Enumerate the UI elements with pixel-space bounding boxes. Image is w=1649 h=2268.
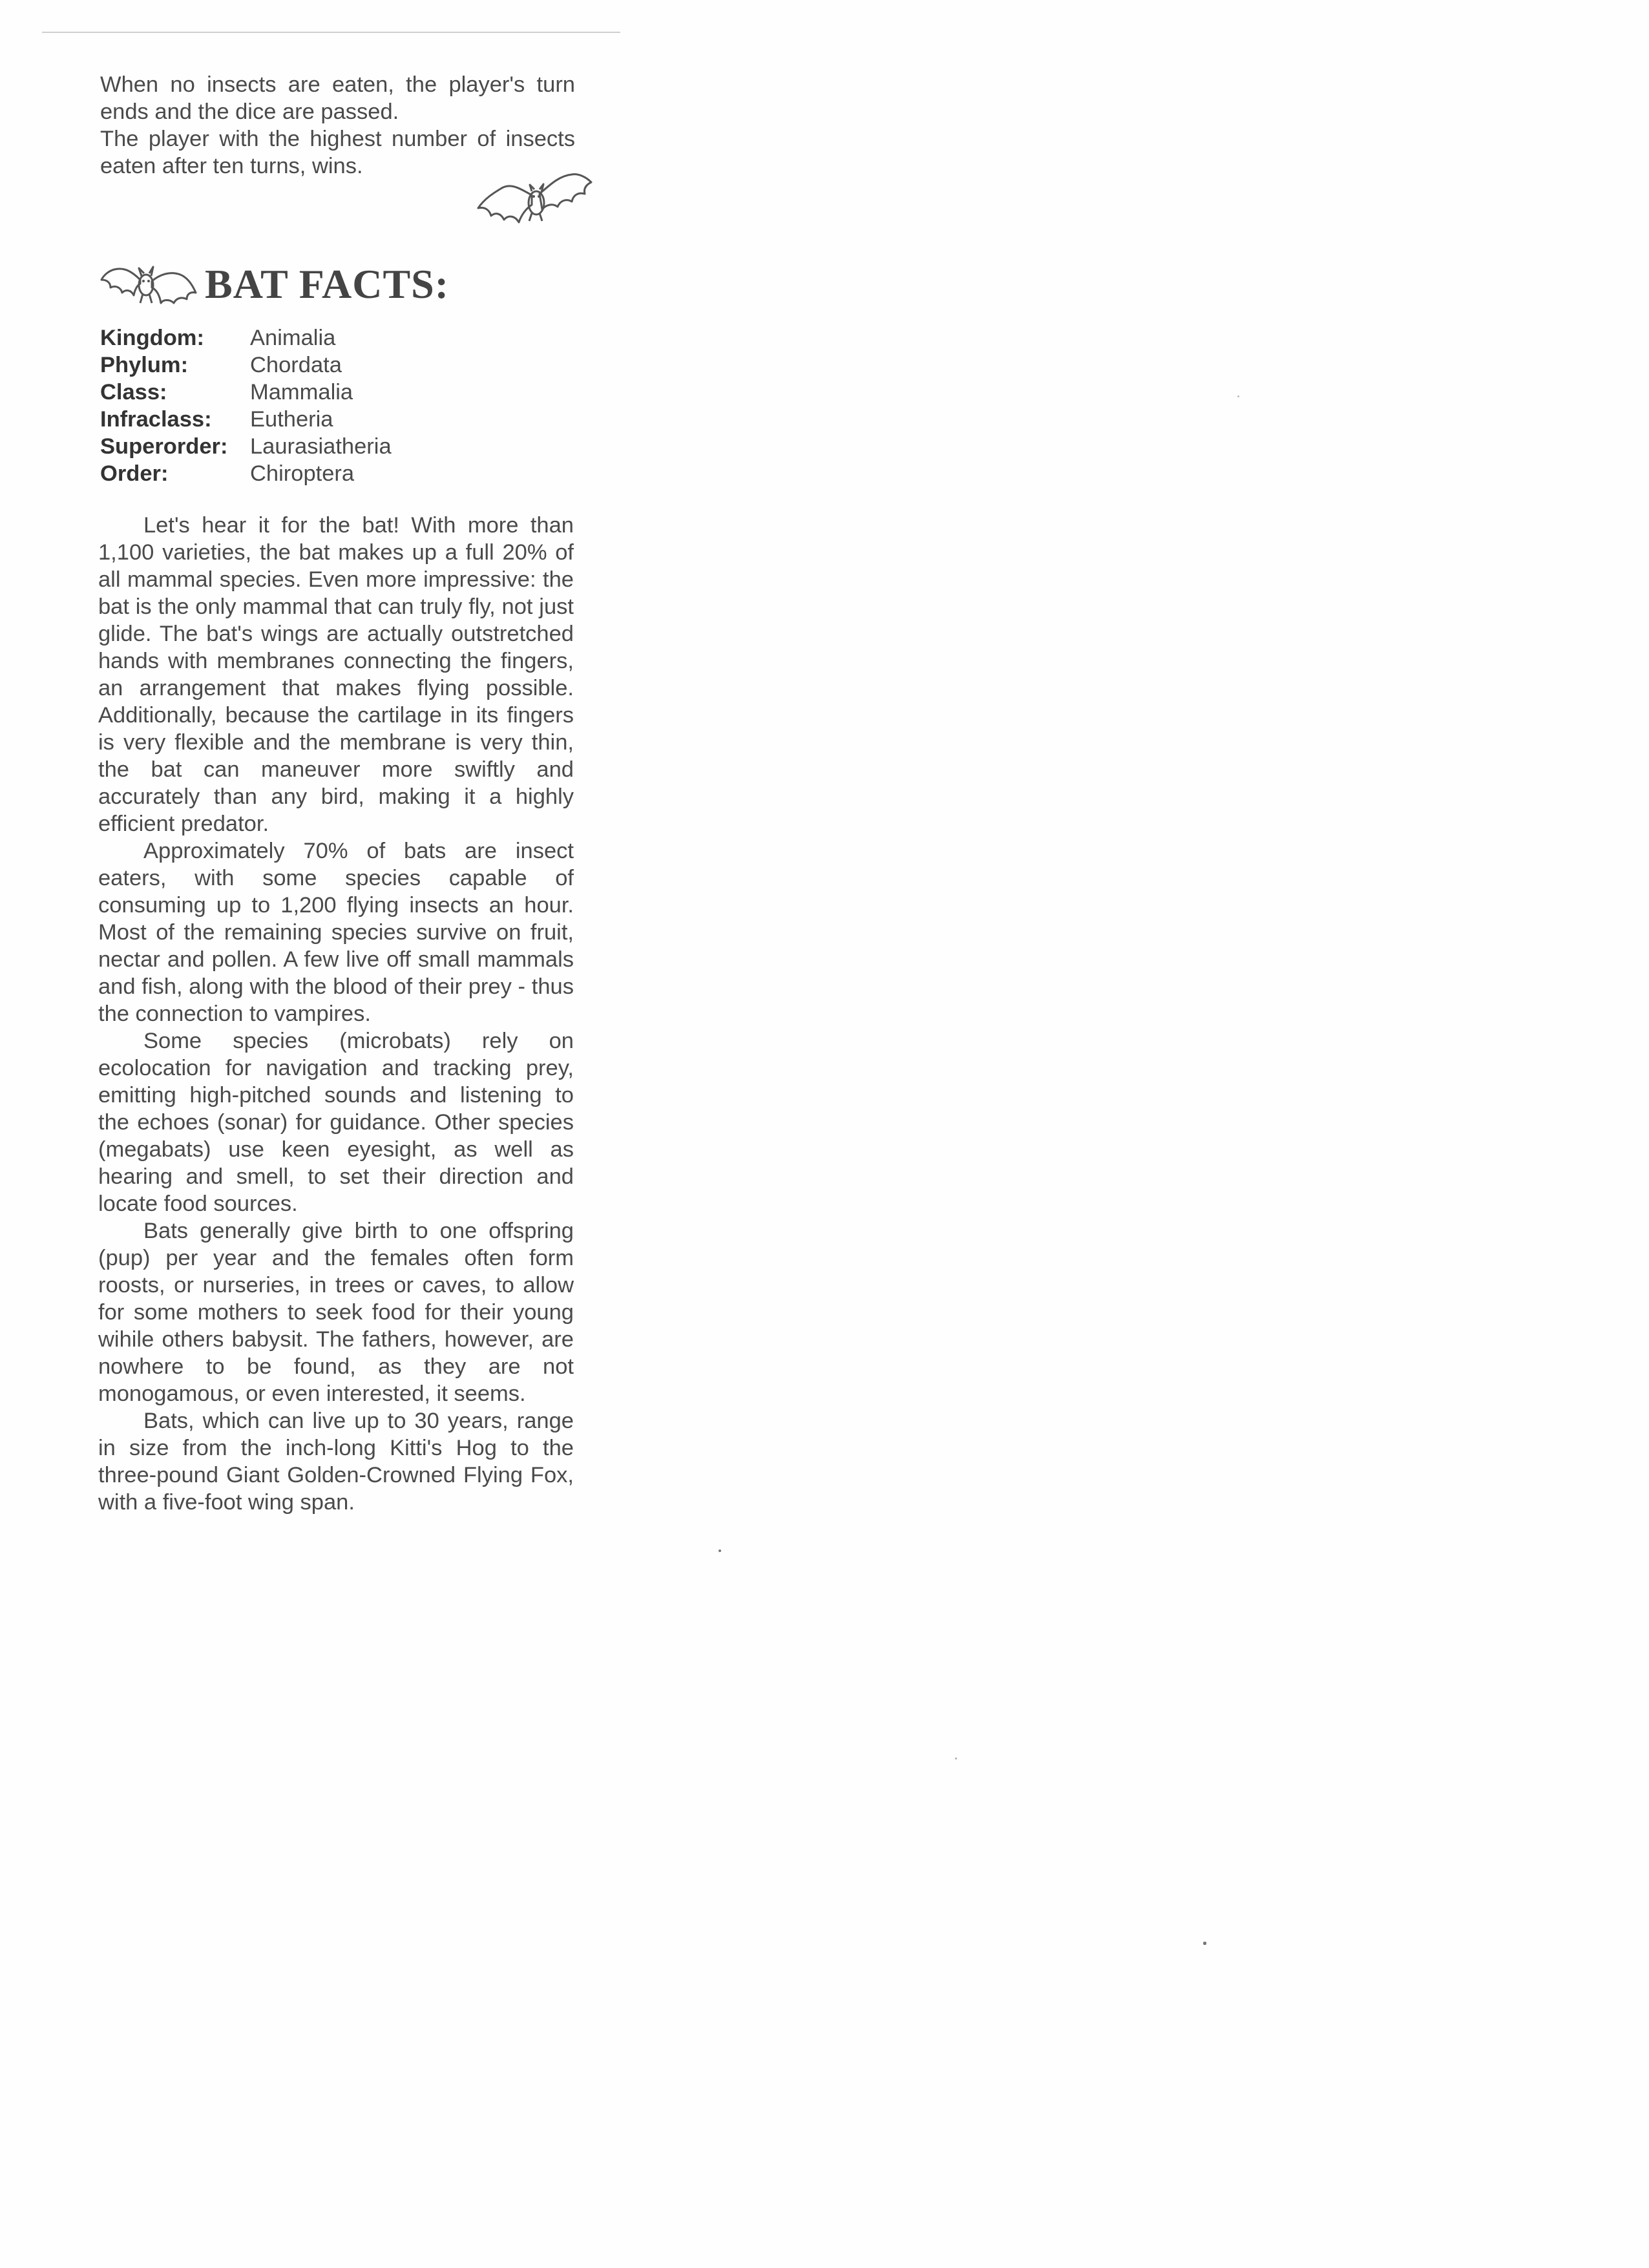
rank-value: Laurasiatheria	[250, 434, 392, 459]
body-paragraph: Bats, which can live up to 30 years, range in size from the inch-long Kitti's Hog to the three-pound Giant Golden-Crowned Flying Fox, with a five-foot wing span.	[98, 1409, 574, 1515]
taxonomy-row	[100, 406, 392, 433]
rank-label: Order:	[100, 461, 169, 486]
scan-speck	[719, 1549, 721, 1552]
taxonomy-row	[100, 352, 392, 379]
rank-label: Kingdom:	[100, 326, 204, 350]
taxonomy-row	[100, 460, 392, 487]
bat-facts-body	[98, 512, 574, 1516]
taxonomy-table	[100, 324, 392, 487]
taxonomy-row	[100, 324, 392, 352]
body-paragraph: Approximately 70% of bats are insect eaters, with some species capable of consuming up to 1,200 flying insects an hour. Most of the remaining species survive on fruit, nectar and pollen. A few live off small mammals and fish, along with the blood of their prey - thus the connection to vampires.	[98, 839, 574, 1026]
intro-paragraph-2: The player with the highest number of insects eaten after ten turns, wins.	[100, 127, 575, 178]
bat-facts-heading	[100, 255, 449, 313]
taxonomy-row	[100, 433, 392, 460]
taxonomy-row	[100, 379, 392, 406]
body-paragraph: Let's hear it for the bat! With more than 1,100 varieties, the bat makes up a full 20% of all mammal species. Even more impressive: the bat is the only mammal that can truly fly, not just glide. The bat's wings are actually outstretched hands with membranes connecting the fingers, an arrangement that makes flying possible. Additionally, because the cartilage in its fingers is very flexible and the membrane is very thin, the bat can maneuver more swiftly and accurately than any bird, making it a highly efficient predator.	[98, 513, 574, 836]
scan-speck	[955, 1758, 957, 1759]
rank-value: Chordata	[250, 353, 342, 377]
body-paragraph: Some species (microbats) rely on ecolocation for navigation and tracking prey, emitting high-pitched sounds and listening to the echoes (sonar) for guidance. Other species (megabats) use keen eyesight, as well as hearing and smell, to set their direction and locate food sources.	[98, 1029, 574, 1216]
intro-text	[100, 71, 575, 180]
rank-value: Mammalia	[250, 380, 353, 404]
bat-icon	[475, 169, 594, 240]
scan-speck	[1203, 1942, 1206, 1945]
rank-value: Chiroptera	[250, 461, 355, 486]
top-rule	[42, 32, 620, 33]
rank-value: Eutheria	[250, 407, 333, 432]
scan-speck	[1237, 395, 1239, 397]
rank-label: Phylum:	[100, 353, 189, 377]
intro-paragraph-1: When no insects are eaten, the player's turn ends and the dice are passed.	[100, 72, 575, 124]
body-paragraph: Bats generally give birth to one offspring (pup) per year and the females often form roosts, or nurseries, in trees or caves, to allow for some mothers to seek food for their young wihile others babysit. The fathers, however, are nowhere to be found, as they are not monogamous, or even interested, it seems.	[98, 1219, 574, 1406]
rank-label: Class:	[100, 380, 167, 404]
bat-icon	[100, 255, 197, 313]
section-title: BAT FACTS:	[205, 261, 450, 307]
rank-label: Superorder:	[100, 434, 228, 459]
rank-value: Animalia	[250, 326, 336, 350]
rank-label: Infraclass:	[100, 407, 212, 432]
